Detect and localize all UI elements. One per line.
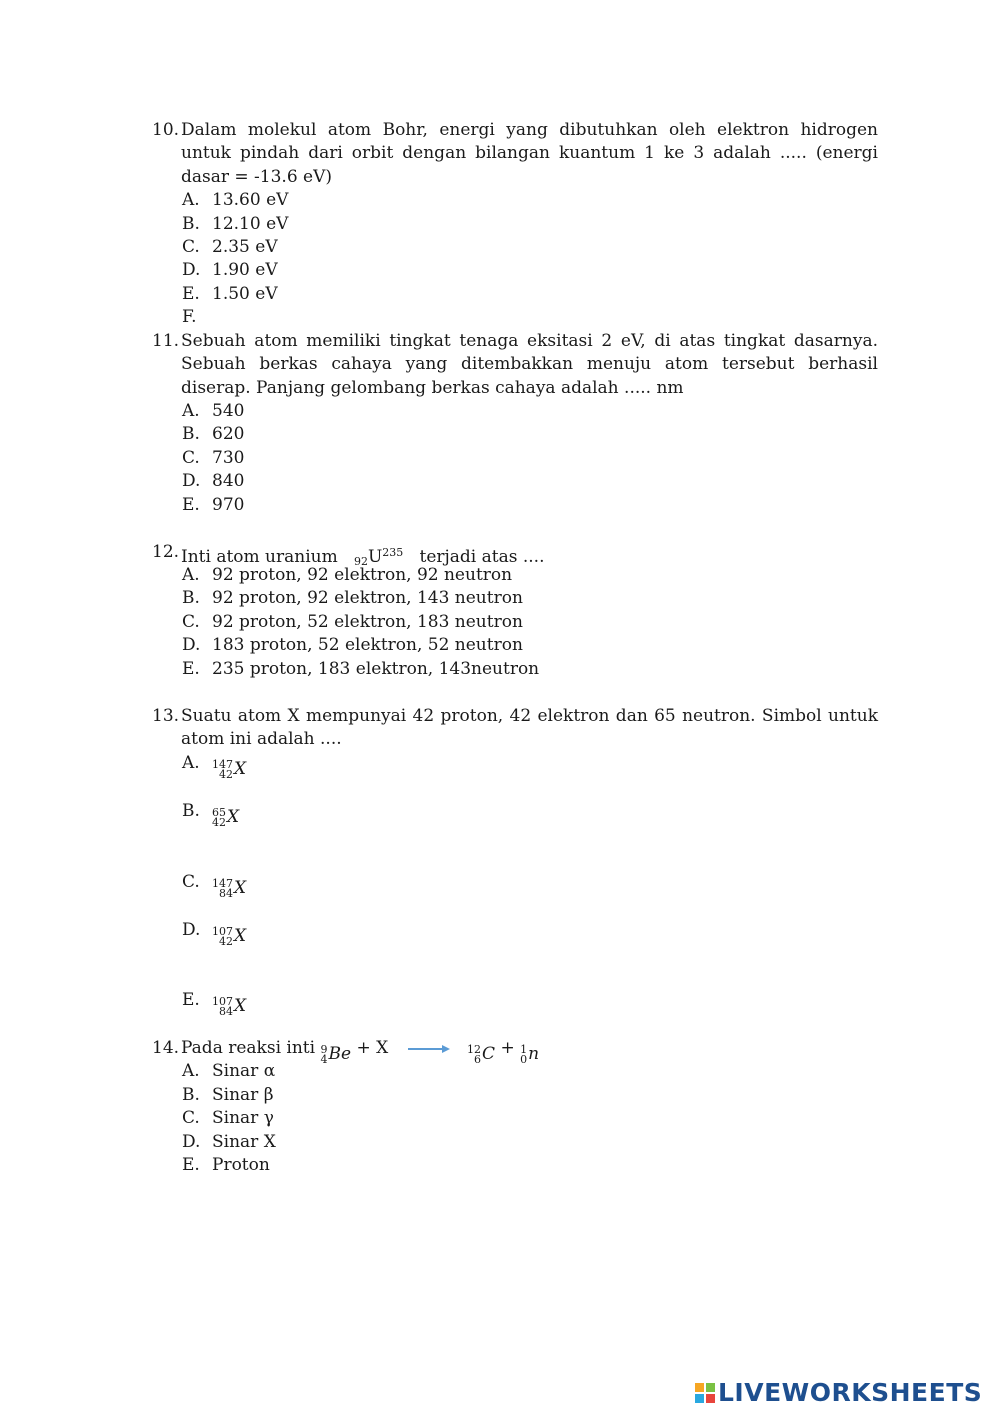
- option-14-b[interactable]: B. Sinar β: [182, 1085, 274, 1105]
- question-text: Suatu atom X mempunyai 42 proton, 42 elektron dan 65 neutron. Simbol untuk atom ini adalah ....: [181, 706, 878, 750]
- option-14-a[interactable]: A. Sinar α: [182, 1061, 276, 1081]
- option-11-e[interactable]: E. 970: [182, 495, 245, 515]
- question-text: Pada reaksi inti 9 4 Be + X 12 6 C + 1 0 n: [181, 1038, 540, 1066]
- option-14-e[interactable]: E. Proton: [182, 1155, 270, 1175]
- option-11-c[interactable]: C. 730: [182, 448, 245, 468]
- option-14-c[interactable]: C. Sinar γ: [182, 1108, 274, 1128]
- question-number: 11.: [152, 331, 180, 351]
- question-number: 13.: [152, 706, 180, 726]
- uranium-mass-number: 235: [382, 546, 404, 559]
- option-10-e[interactable]: E. 1.50 eV: [182, 284, 278, 304]
- uranium-atomic-number: 92: [353, 555, 368, 568]
- option-12-a[interactable]: A. 92 proton, 92 elektron, 92 neutron: [182, 565, 513, 585]
- option-12-e[interactable]: E. 235 proton, 183 elektron, 143neutron: [182, 659, 540, 679]
- beryllium-nuclide: 9 4 Be: [320, 1043, 352, 1066]
- option-12-c[interactable]: C. 92 proton, 52 elektron, 183 neutron: [182, 612, 523, 632]
- nuclide-symbol: 147 42 X: [212, 758, 247, 781]
- nuclide-symbol: 107 42 X: [212, 925, 247, 948]
- option-14-d[interactable]: D. Sinar X: [182, 1132, 276, 1152]
- reaction-arrow-icon: [408, 1044, 450, 1054]
- question-text: Dalam molekul atom Bohr, energi yang dibutuhkan oleh elektron hidrogen untuk pindah dari orbit dengan bilangan kuantum 1 ke 3 adalah ..... (energi dasar = -13.6 eV): [181, 120, 878, 187]
- option-10-b[interactable]: B. 12.10 eV: [182, 214, 289, 234]
- option-10-d[interactable]: D. 1.90 eV: [182, 260, 278, 280]
- option-11-b[interactable]: B. 620: [182, 424, 245, 444]
- question-10: [152, 119, 878, 189]
- question-number: 14.: [152, 1038, 180, 1058]
- liveworksheets-logo-icon: [695, 1383, 715, 1403]
- option-13-e[interactable]: E. 107 84 X: [182, 990, 247, 1018]
- question-13: [152, 705, 878, 752]
- brand-name: LIVEWORKSHEETS: [718, 1378, 983, 1407]
- question-11: [152, 330, 878, 400]
- uranium-symbol: U: [367, 547, 383, 567]
- option-13-b[interactable]: B. 65 42 X: [182, 801, 240, 829]
- option-12-d[interactable]: D. 183 proton, 52 elektron, 52 neutron: [182, 635, 523, 655]
- option-13-c[interactable]: C. 147 84 X: [182, 872, 247, 900]
- liveworksheets-logo[interactable]: [695, 1378, 982, 1407]
- neutron-nuclide: 1 0 n: [520, 1043, 540, 1066]
- option-11-d[interactable]: D. 840: [182, 471, 245, 491]
- option-10-f[interactable]: F.: [182, 307, 197, 327]
- question-number: 10.: [152, 120, 180, 140]
- option-11-a[interactable]: A. 540: [182, 401, 245, 421]
- nuclide-symbol: 107 84 X: [212, 995, 247, 1018]
- nuclide-symbol: 147 84 X: [212, 877, 247, 900]
- option-10-a[interactable]: A. 13.60 eV: [182, 190, 289, 210]
- option-12-b[interactable]: B. 92 proton, 92 elektron, 143 neutron: [182, 588, 523, 608]
- option-10-c[interactable]: C. 2.35 eV: [182, 237, 278, 257]
- question-number: 12.: [152, 542, 180, 562]
- question-text: Sebuah atom memiliki tingkat tenaga eksitasi 2 eV, di atas tingkat dasarnya. Sebuah berkas cahaya yang ditembakkan menuju atom tersebut berhasil diserap. Panjang gelombang berkas cahaya adalah ..... nm: [181, 331, 878, 398]
- question-text: Inti atom uranium $_{92}U^{235}$ terjadi atas ....: [181, 546, 545, 568]
- option-13-a[interactable]: A. 147 42 X: [182, 753, 247, 781]
- option-13-d[interactable]: D. 107 42 X: [182, 920, 247, 948]
- carbon-nuclide: 12 6 C: [467, 1043, 496, 1066]
- nuclide-symbol: 65 42 X: [212, 806, 240, 829]
